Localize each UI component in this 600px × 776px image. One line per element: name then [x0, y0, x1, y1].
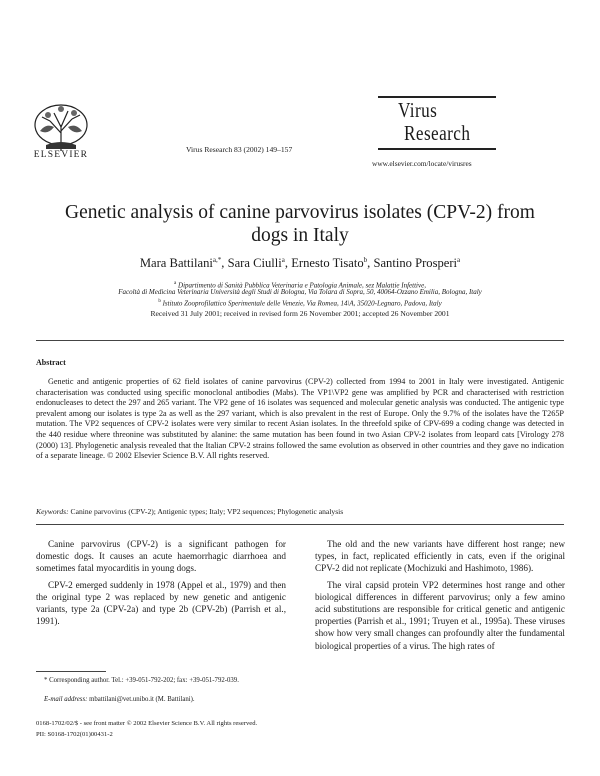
affiliation-text: Facoltà di Medicina Veterinaria Università degli Studi di Bologna, Via Tolara di Sopra, 50, 40064-Ozzano Emilia, Bologna, Italy — [118, 288, 482, 296]
affiliation-text: Dipartimento di Sanità Pubblica Veterinaria e Patologia Animale, sez Malattie Infettive, — [178, 281, 426, 290]
journal-url[interactable]: www.elsevier.com/locate/virusres — [372, 159, 472, 168]
author-affiliation-mark: a,* — [212, 256, 222, 264]
keywords — [36, 507, 564, 516]
body-paragraph: The viral capsid protein VP2 determines host range and other biological differences in different parvovirus; only a few amino acid substitutions are responsible for critical genetic and antigenic properties (Parrish et al., 1991; Truyen et al., 1995a). These viruses show how very small changes can profoundly alter the fundamental biological properties of a virus. The high rates of — [315, 579, 565, 651]
author-name: Sara Ciulli — [227, 256, 282, 271]
author-affiliation-mark: a — [457, 256, 461, 264]
abstract-text: Genetic and antigenic properties of 62 field isolates of canine parvovirus (CPV-2) collected from 1994 to 2001 in Italy were investigated. Antigenic characterisation was conducted using specific monoclonal antibodies (Mabs). The VP1\VP2 gene was amplified by PCR and characterised with restriction endonucleases to detect the 297 and 265 variant. The VP2 gene of 16 isolates was sequenced and molecular genetic analysis was conducted. The antigenic type prevalent among our isolates is type 2a as well as the 297 variant, which is also prevalent in the rest of Europe. Only the 9.7% of the isolates have the T265P mutation. The VP2 sequences of CPV-2 isolates were very similar to recent Asian isolates. In the threefold spike of CPV-699 a coding change was detected in the 440 residue where threonine was substituted by alanine: the same mutation has been found in two Asian CPV-2 isolates from leopard cats [Virology 278 (2000) 13]. Phylogenetic analysis revealed that the Italian CPV-2 strains followed the same evolution as observed in other countries and they gave no indication of a separate lineage. © 2002 Elsevier Science B.V. All rights reserved. — [36, 377, 564, 461]
title-line-2: dogs in Italy — [251, 225, 349, 246]
affiliation-mark: b — [158, 299, 161, 304]
affiliation-text: Istituto Zooprofilattico Sperimentale delle Venezie, Via Romea, 14\A, 35020-Legnaro, Padova, Italy — [162, 299, 442, 308]
email-note — [36, 696, 286, 705]
journal-logo-line2: Research — [404, 121, 471, 145]
copyright-line: 0168-1702/02/$ - see front matter © 2002 Elsevier Science B.V. All rights reserved. — [36, 720, 258, 727]
divider — [36, 340, 564, 341]
keywords-text: Canine parvovirus (CPV-2); Antigenic types; Italy; VP2 sequences; Phylogenetic analysis — [70, 507, 344, 516]
abstract-heading: Abstract — [36, 358, 66, 367]
journal-reference: Virus Research 83 (2002) 149–157 — [186, 145, 293, 154]
author-name: Santino Prosperi — [373, 256, 458, 271]
affiliation-b — [20, 297, 580, 308]
title-line-1: Genetic analysis of canine parvovirus isolates (CPV-2) from — [65, 202, 535, 223]
pii-line: PII: S0168-1702(01)00431-2 — [36, 731, 113, 738]
email-label: E-mail address: — [44, 696, 88, 703]
article-title — [28, 201, 572, 247]
footnote-rule — [36, 671, 106, 672]
affiliation-mark: a — [174, 281, 177, 286]
email-address[interactable]: mbattilani@vet.unibo.it (M. Battilani). — [89, 696, 195, 703]
body-column-right — [315, 538, 565, 656]
author-name: Mara Battilani — [139, 256, 213, 271]
author-list: Mara Battilani$^{a,*}$, Sara Ciulli$^a$, Ernesto Tisato$^b$, Santino Prosperi$^a$ — [139, 256, 461, 271]
publisher-name: ELSEVIER — [33, 150, 89, 160]
author-affiliation-mark: b — [363, 256, 368, 264]
author-affiliation-mark: a — [281, 256, 285, 264]
body-paragraph: CPV-2 emerged suddenly in 1978 (Appel et al., 1979) and then the original type 2 was replaced by new genetic and antigenic variants, type 2a (CPV-2a) and type 2b (CPV-2b) (Parrish et al., 1991). — [36, 579, 286, 627]
journal-logo-line1: Virus — [398, 98, 438, 122]
body-paragraph: The old and the new variants have different host range; new types, in fact, replicated efficiently in cats, even if the original CPV-2 did not replicate (Mochizuki and Hashimoto, 1986). — [315, 539, 565, 574]
received-dates: Received 31 July 2001; received in revised form 26 November 2001; accepted 26 November 2001 — [150, 309, 450, 318]
keywords-label: Keywords: — [36, 507, 69, 516]
divider — [36, 524, 564, 525]
author-name: Ernesto Tisato — [291, 256, 364, 271]
affiliation-a-continued — [20, 288, 580, 297]
corresponding-author-note: * Corresponding author. Tel.: +39-051-792-202; fax: +39-051-792-039. — [44, 677, 239, 684]
body-column-left — [36, 538, 286, 631]
body-paragraph: Canine parvovirus (CPV-2) is a significant pathogen for domestic dogs. It causes an acute haemorrhagic diarrhoea and sometimes fatal myocarditis in young dogs. — [36, 539, 286, 574]
